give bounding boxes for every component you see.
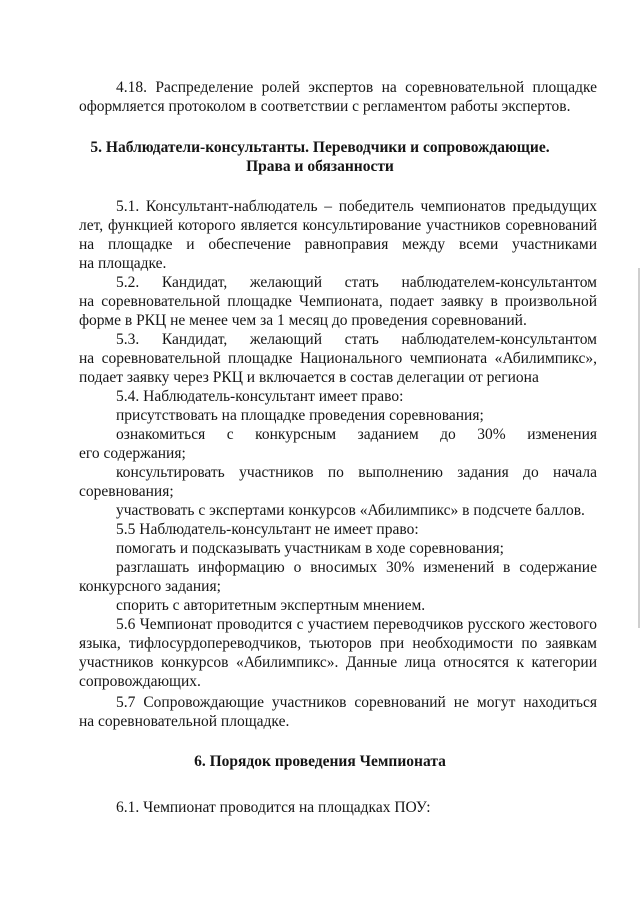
para-4-18-line2: оформляется протоколом в соответствии с регламентом работы экспертов. [79, 98, 571, 115]
para-5-1-line4: на площадке. [79, 255, 167, 272]
rights-item-1: присутствовать на площадке проведения соревнования; [116, 407, 484, 424]
para-5-6-line4: сопровождающих. [79, 673, 201, 690]
para-5-2-line1: 5.2. Кандидат, желающий стать наблюдателем-консультантом [116, 274, 597, 291]
para-5-1-line3: на площадке и обеспечение равноправия между всеми участниками [79, 236, 597, 253]
prohib-item-2-line1: разглашать информацию о вносимых 30% изменений в содержание [116, 559, 597, 576]
para-5-4-title: 5.4. Наблюдатель-консультант имеет право: [116, 388, 404, 405]
prohib-item-3: спорить с авторитетным экспертным мнением. [116, 597, 426, 614]
para-5-7-line2: на соревновательной площадке. [79, 713, 290, 730]
para-6-1: 6.1. Чемпионат проводится на площадках ПОУ: [116, 799, 431, 816]
para-5-7-line1: 5.7 Сопровождающие участников соревнований не могут находиться [116, 694, 597, 711]
rights-item-3-line2: соревнования; [79, 483, 174, 500]
para-5-2-line3: форме в РКЦ не менее чем за 1 месяц до проведения соревнований. [79, 312, 527, 329]
section-6-heading: 6. Порядок проведения Чемпионата [194, 753, 446, 770]
para-5-1-line1: 5.1. Консультант-наблюдатель – победитель чемпионатов предыдущих [116, 198, 597, 215]
section-5-heading-line1: 5. Наблюдатели-консультанты. Переводчики и сопровождающие. [90, 139, 550, 156]
rights-item-2-line2: его содержания; [79, 445, 186, 462]
para-4-18-line1: 4.18. Распределение ролей экспертов на соревновательной площадке [116, 79, 597, 96]
para-5-3-line2: на соревновательной площадке Национального чемпионата «Абилимпикс», [79, 350, 597, 367]
para-5-1-line2: лет, функцией которого является консультирование участников соревнований [79, 217, 597, 234]
para-5-5-title: 5.5 Наблюдатель-консультант не имеет право: [116, 521, 419, 538]
para-5-6-line3: участников конкурсов «Абилимпикс». Данные лица относятся к категории [79, 654, 597, 671]
para-5-6-line1: 5.6 Чемпионат проводится с участием переводчиков русского жестового [116, 616, 597, 633]
prohib-item-2-line2: конкурсного задания; [79, 578, 221, 595]
para-5-2-line2: на соревновательной площадке Чемпионата, подает заявку в произвольной [79, 293, 597, 310]
para-5-6-line2: языка, тифлосурдопереводчиков, тьюторов при необходимости по заявкам [79, 635, 597, 652]
rights-item-2-line1: ознакомиться с конкурсным заданием до 30% изменения [116, 426, 597, 443]
rights-item-3-line1: консультировать участников по выполнению задания до начала [116, 464, 597, 481]
para-5-3-line3: подает заявку через РКЦ и включается в состав делегации от региона [79, 369, 539, 386]
para-5-3-line1: 5.3. Кандидат, желающий стать наблюдателем-консультантом [116, 331, 597, 348]
rights-item-4: участвовать с экспертами конкурсов «Абилимпикс» в подсчете баллов. [116, 502, 585, 519]
prohib-item-1: помогать и подсказывать участникам в ходе соревнования; [116, 540, 504, 557]
section-5-heading-line2: Права и обязанности [246, 158, 394, 175]
